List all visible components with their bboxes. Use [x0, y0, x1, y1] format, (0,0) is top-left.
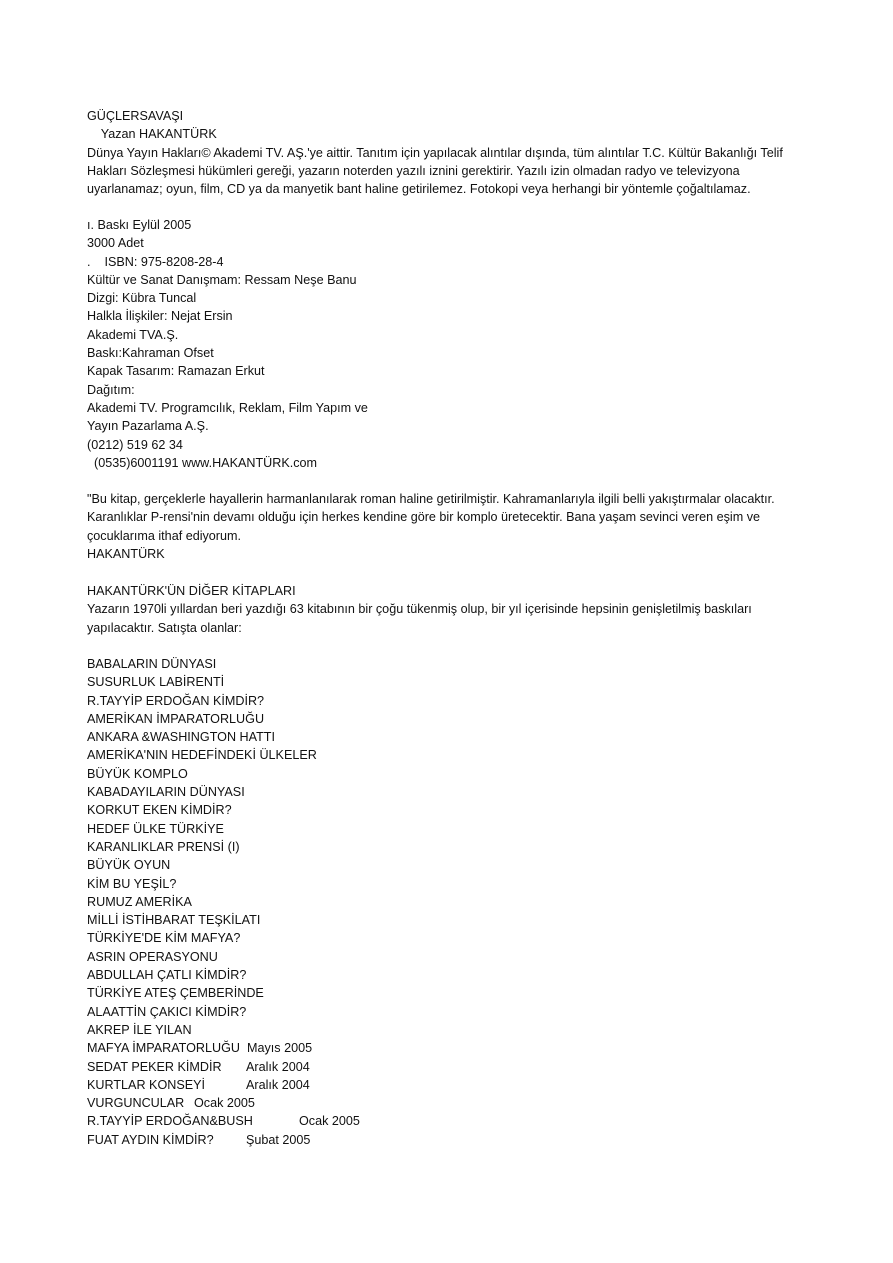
list-item: TÜRKİYE'DE KİM MAFYA?: [87, 931, 241, 946]
imprint-line: Dağıtım:: [87, 382, 135, 397]
book-list: [87, 655, 805, 1149]
list-item: BABALARIN DÜNYASI: [87, 657, 217, 671]
imprint-line: Baskı:Kahraman Ofset: [87, 346, 214, 361]
list-item: KORKUT EKEN KİMDİR?: [87, 803, 232, 818]
imprint-line: ı. Baskı Eylül 2005: [87, 218, 192, 232]
dedication-block: [87, 490, 805, 563]
dated-book-date: Aralık 2004: [246, 1077, 310, 1092]
dated-book-title: FUAT AYDIN KİMDİR?: [87, 1132, 214, 1147]
list-item: MİLLİ İSTİHBARAT TEŞKİLATI: [87, 913, 261, 928]
imprint-line: Akademi TVA.Ş.: [87, 327, 179, 342]
author-line: Yazan HAKANTÜRK: [87, 127, 217, 142]
imprint-line: Akademi TV. Programcılık, Reklam, Film Yapım ve: [87, 400, 368, 415]
dated-book-date: Ocak 2005: [194, 1096, 255, 1111]
dated-book-title: KURTLAR KONSEYİ: [87, 1077, 206, 1092]
imprint-line: Kültür ve Sanat Danışmam: Ressam Neşe Banu: [87, 272, 357, 287]
dated-book-title: VURGUNCULAR: [87, 1096, 185, 1111]
dated-book-title: R.TAYYİP ERDOĞAN&BUSH: [87, 1114, 253, 1129]
dated-book-title: MAFYA İMPARATORLUĞU: [87, 1041, 241, 1056]
dated-book-date: Şubat 2005: [246, 1132, 311, 1147]
dedication-signature: HAKANTÜRK: [87, 546, 165, 561]
imprint-line: (0212) 519 62 34: [87, 437, 183, 452]
imprint-line: Dizgi: Kübra Tuncal: [87, 291, 197, 306]
list-item: AMERİKAN İMPARATORLUĞU: [87, 711, 265, 726]
other-books-intro: Yazarın 1970li yıllardan beri yazdığı 63 kitabının bir çoğu tükenmiş olup, bir yıl içerisinde hepsinin genişletilmiş baskıları yapılacaktır. Satışta olanlar:: [87, 602, 752, 635]
imprint-line: Kapak Tasarım: Ramazan Erkut: [87, 364, 265, 379]
list-item: ANKARA &WASHINGTON HATTI: [87, 730, 275, 745]
dated-book-row: [87, 1131, 805, 1149]
list-item: AKREP İLE YILAN: [87, 1022, 192, 1037]
list-item: KİM BU YEŞİL?: [87, 876, 177, 891]
dated-book-title: SEDAT PEKER KİMDİR: [87, 1059, 222, 1074]
dated-book-date: Ocak 2005: [299, 1114, 360, 1129]
list-item: HEDEF ÜLKE TÜRKİYE: [87, 821, 224, 836]
imprint-block: [87, 216, 805, 472]
list-item: BÜYÜK OYUN: [87, 858, 171, 873]
dated-book-row: [87, 1094, 805, 1112]
list-item: SUSURLUK LABİRENTİ: [87, 675, 225, 690]
other-books-heading: HAKANTÜRK'ÜN DİĞER KİTAPLARI: [87, 584, 296, 598]
dated-book-date: Mayıs 2005: [247, 1041, 313, 1056]
list-item: ASRIN OPERASYONU: [87, 949, 218, 964]
list-item: BÜYÜK KOMPLO: [87, 766, 188, 781]
dated-book-date: Aralık 2004: [246, 1059, 310, 1074]
header-block: [87, 107, 805, 198]
dated-book-row: [87, 1039, 805, 1057]
imprint-line: Halkla İlişkiler: Nejat Ersin: [87, 309, 233, 324]
book-title: GÜÇLERSAVAŞI: [87, 109, 184, 123]
list-item: TÜRKİYE ATEŞ ÇEMBERİNDE: [87, 986, 264, 1001]
list-item: R.TAYYİP ERDOĞAN KİMDİR?: [87, 693, 265, 708]
list-item: AMERİKA'NIN HEDEFİNDEKİ ÜLKELER: [87, 748, 317, 763]
imprint-line: (0535)6001191 www.HAKANTÜRK.com: [87, 455, 318, 470]
list-item: KABADAYILARIN DÜNYASI: [87, 785, 245, 800]
list-item: ALAATTİN ÇAKICI KİMDİR?: [87, 1004, 247, 1019]
list-item: RUMUZ AMERİKA: [87, 894, 192, 909]
dedication-text: "Bu kitap, gerçeklerle hayallerin harmanlanılarak roman haline getirilmiştir. Kahramanlarıyla ilgili belli yakıştırmalar olacaktır. Karanlıklar P-rensi'nin devamı olduğu için herkes kendine göre bir komplo üretecektir. Bana yaşam sevinci veren eşim ve çocuklarıma ithaf ediyorum.: [87, 492, 775, 543]
list-item: KARANLIKLAR PRENSİ (I): [87, 839, 240, 854]
dated-book-row: [87, 1076, 805, 1094]
imprint-line: . ISBN: 975-8208-28-4: [87, 254, 224, 269]
list-item: ABDULLAH ÇATLI KİMDİR?: [87, 968, 247, 983]
imprint-line: Yayın Pazarlama A.Ş.: [87, 419, 209, 434]
other-books-block: [87, 582, 805, 637]
imprint-line: 3000 Adet: [87, 236, 144, 251]
dated-book-row: [87, 1112, 805, 1130]
copyright-notice: Dünya Yayın Hakları© Akademi TV. AŞ.'ye aittir. Tanıtım için yapılacak alıntılar dışında, tüm alıntılar T.C. Kültür Bakanlığı Telif Hakları Sözleşmesi hükümleri gereği, yazarın noterden yazılı iznini gerektirir. Yazılı izin olmadan radyo ve televizyona uyarlanamaz; oyun, film, CD ya da manyetik bant haline getirilemez. Fotokopi veya herhangi bir yöntemle çoğaltılamaz.: [87, 145, 783, 197]
dated-book-row: [87, 1058, 805, 1076]
